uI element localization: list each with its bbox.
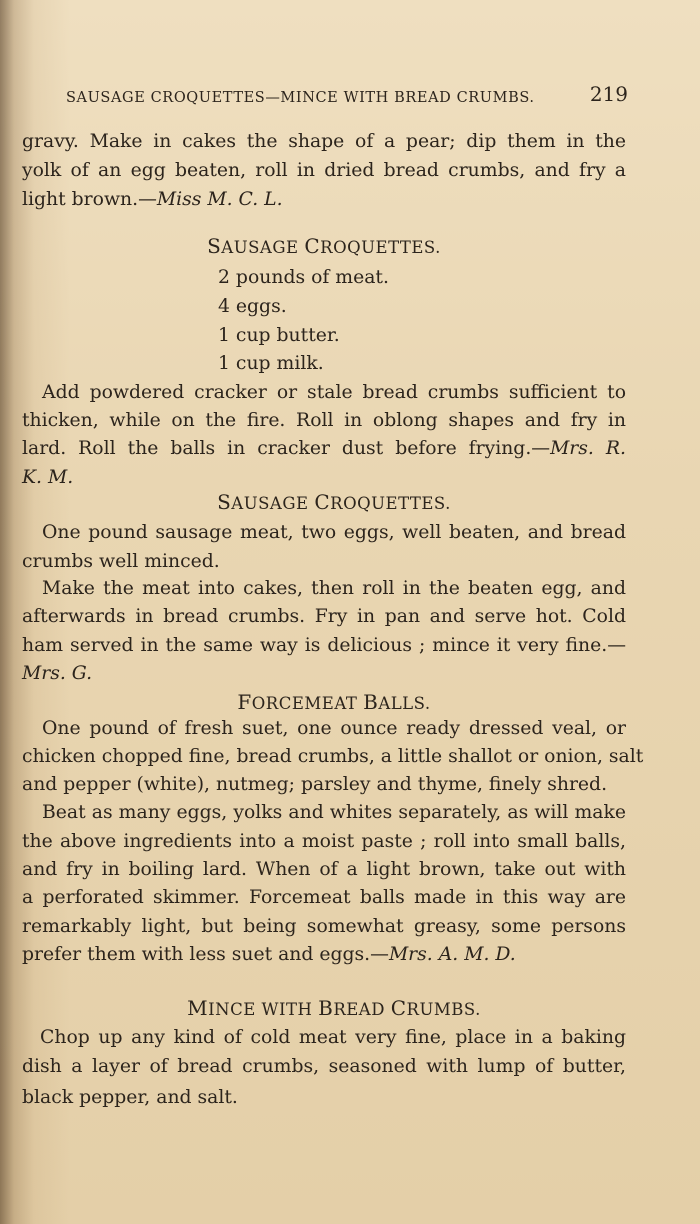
continuation-line-2: yolk of an egg beaten, roll in dried bread crumbs, and fry a (22, 160, 626, 181)
recipe-2-title: SAUSAGE CROQUETTES. (217, 490, 451, 514)
running-title: SAUSAGE CROQUETTES—MINCE WITH BREAD CRUMBS. (66, 90, 535, 106)
recipe-1-line-2: thicken, while on the fire. Roll in oblong shapes and fry in (22, 410, 626, 431)
recipe-3-attribution: Mrs. A. M. D. (388, 944, 516, 965)
ingredient-1: 2 pounds of meat. (218, 267, 389, 288)
ingredient-3: 1 cup butter. (218, 325, 340, 346)
recipe-2-line-3: Make the meat into cakes, then roll in the beaten egg, and (42, 578, 626, 599)
recipe-2-attribution: Mrs. G. (22, 663, 93, 684)
recipe-1-attribution: Mrs. R. (550, 438, 626, 459)
ingredient-4: 1 cup milk. (218, 353, 324, 374)
recipe-2-line-5: ham served in the same way is delicious ; mince it very fine.— (22, 635, 626, 656)
recipe-3-line-5: the above ingredients into a moist paste ; roll into small balls, (22, 831, 626, 852)
recipe-3-line-1: One pound of fresh suet, one ounce ready dressed veal, or (42, 718, 626, 739)
continuation-line-3 (22, 188, 283, 212)
recipe-3-line-2: chicken chopped fine, bread crumbs, a little shallot or onion, salt (22, 746, 644, 767)
recipe-3-line-4: Beat as many eggs, yolks and whites separately, as will make (42, 802, 626, 823)
recipe-1-line-1: Add powdered cracker or stale bread crumbs sufficient to (42, 382, 626, 403)
recipe-2-line-4: afterwards in bread crumbs. Fry in pan and serve hot. Cold (22, 606, 626, 627)
recipe-3-line-6: and fry in boiling lard. When of a light brown, take out with (22, 859, 626, 880)
recipe-1-line-3: lard. Roll the balls in cracker dust before frying.—Mrs. R. (22, 438, 626, 459)
page-number: 219 (589, 82, 628, 106)
recipe-4-line-2: dish a layer of bread crumbs, seasoned with lump of butter, (22, 1056, 626, 1077)
continuation-line-1: gravy. Make in cakes the shape of a pear; dip them in the (22, 131, 626, 152)
recipe-3-line-9: prefer them with less suet and eggs.—Mrs. A. M. D. (22, 944, 516, 965)
continuation-attribution: Miss M. C. L. (156, 189, 283, 210)
recipe-3-line-8: remarkably light, but being somewhat greasy, some persons (22, 916, 626, 937)
recipe-3-line-7: a perforated skimmer. Forcemeat balls made in this way are (22, 887, 626, 908)
recipe-2-line-1: One pound sausage meat, two eggs, well beaten, and bread (42, 522, 626, 543)
continuation-text: light brown.— (22, 189, 157, 210)
recipe-1-title: SAUSAGE CROQUETTES. (207, 234, 441, 258)
recipe-1-attribution-cont: K. M. (22, 467, 74, 488)
ingredient-2: 4 eggs. (218, 296, 287, 317)
recipe-2-line-2: crumbs well minced. (22, 551, 220, 572)
recipe-3-line-3: and pepper (white), nutmeg; parsley and thyme, finely shred. (22, 774, 608, 795)
recipe-4-line-3: black pepper, and salt. (22, 1087, 238, 1108)
recipe-4-line-1: Chop up any kind of cold meat very fine, place in a baking (40, 1027, 626, 1048)
running-head (66, 82, 628, 112)
recipe-4-title: MINCE WITH BREAD CRUMBS. (187, 996, 481, 1020)
recipe-3-title: FORCEMEAT BALLS. (237, 690, 431, 714)
